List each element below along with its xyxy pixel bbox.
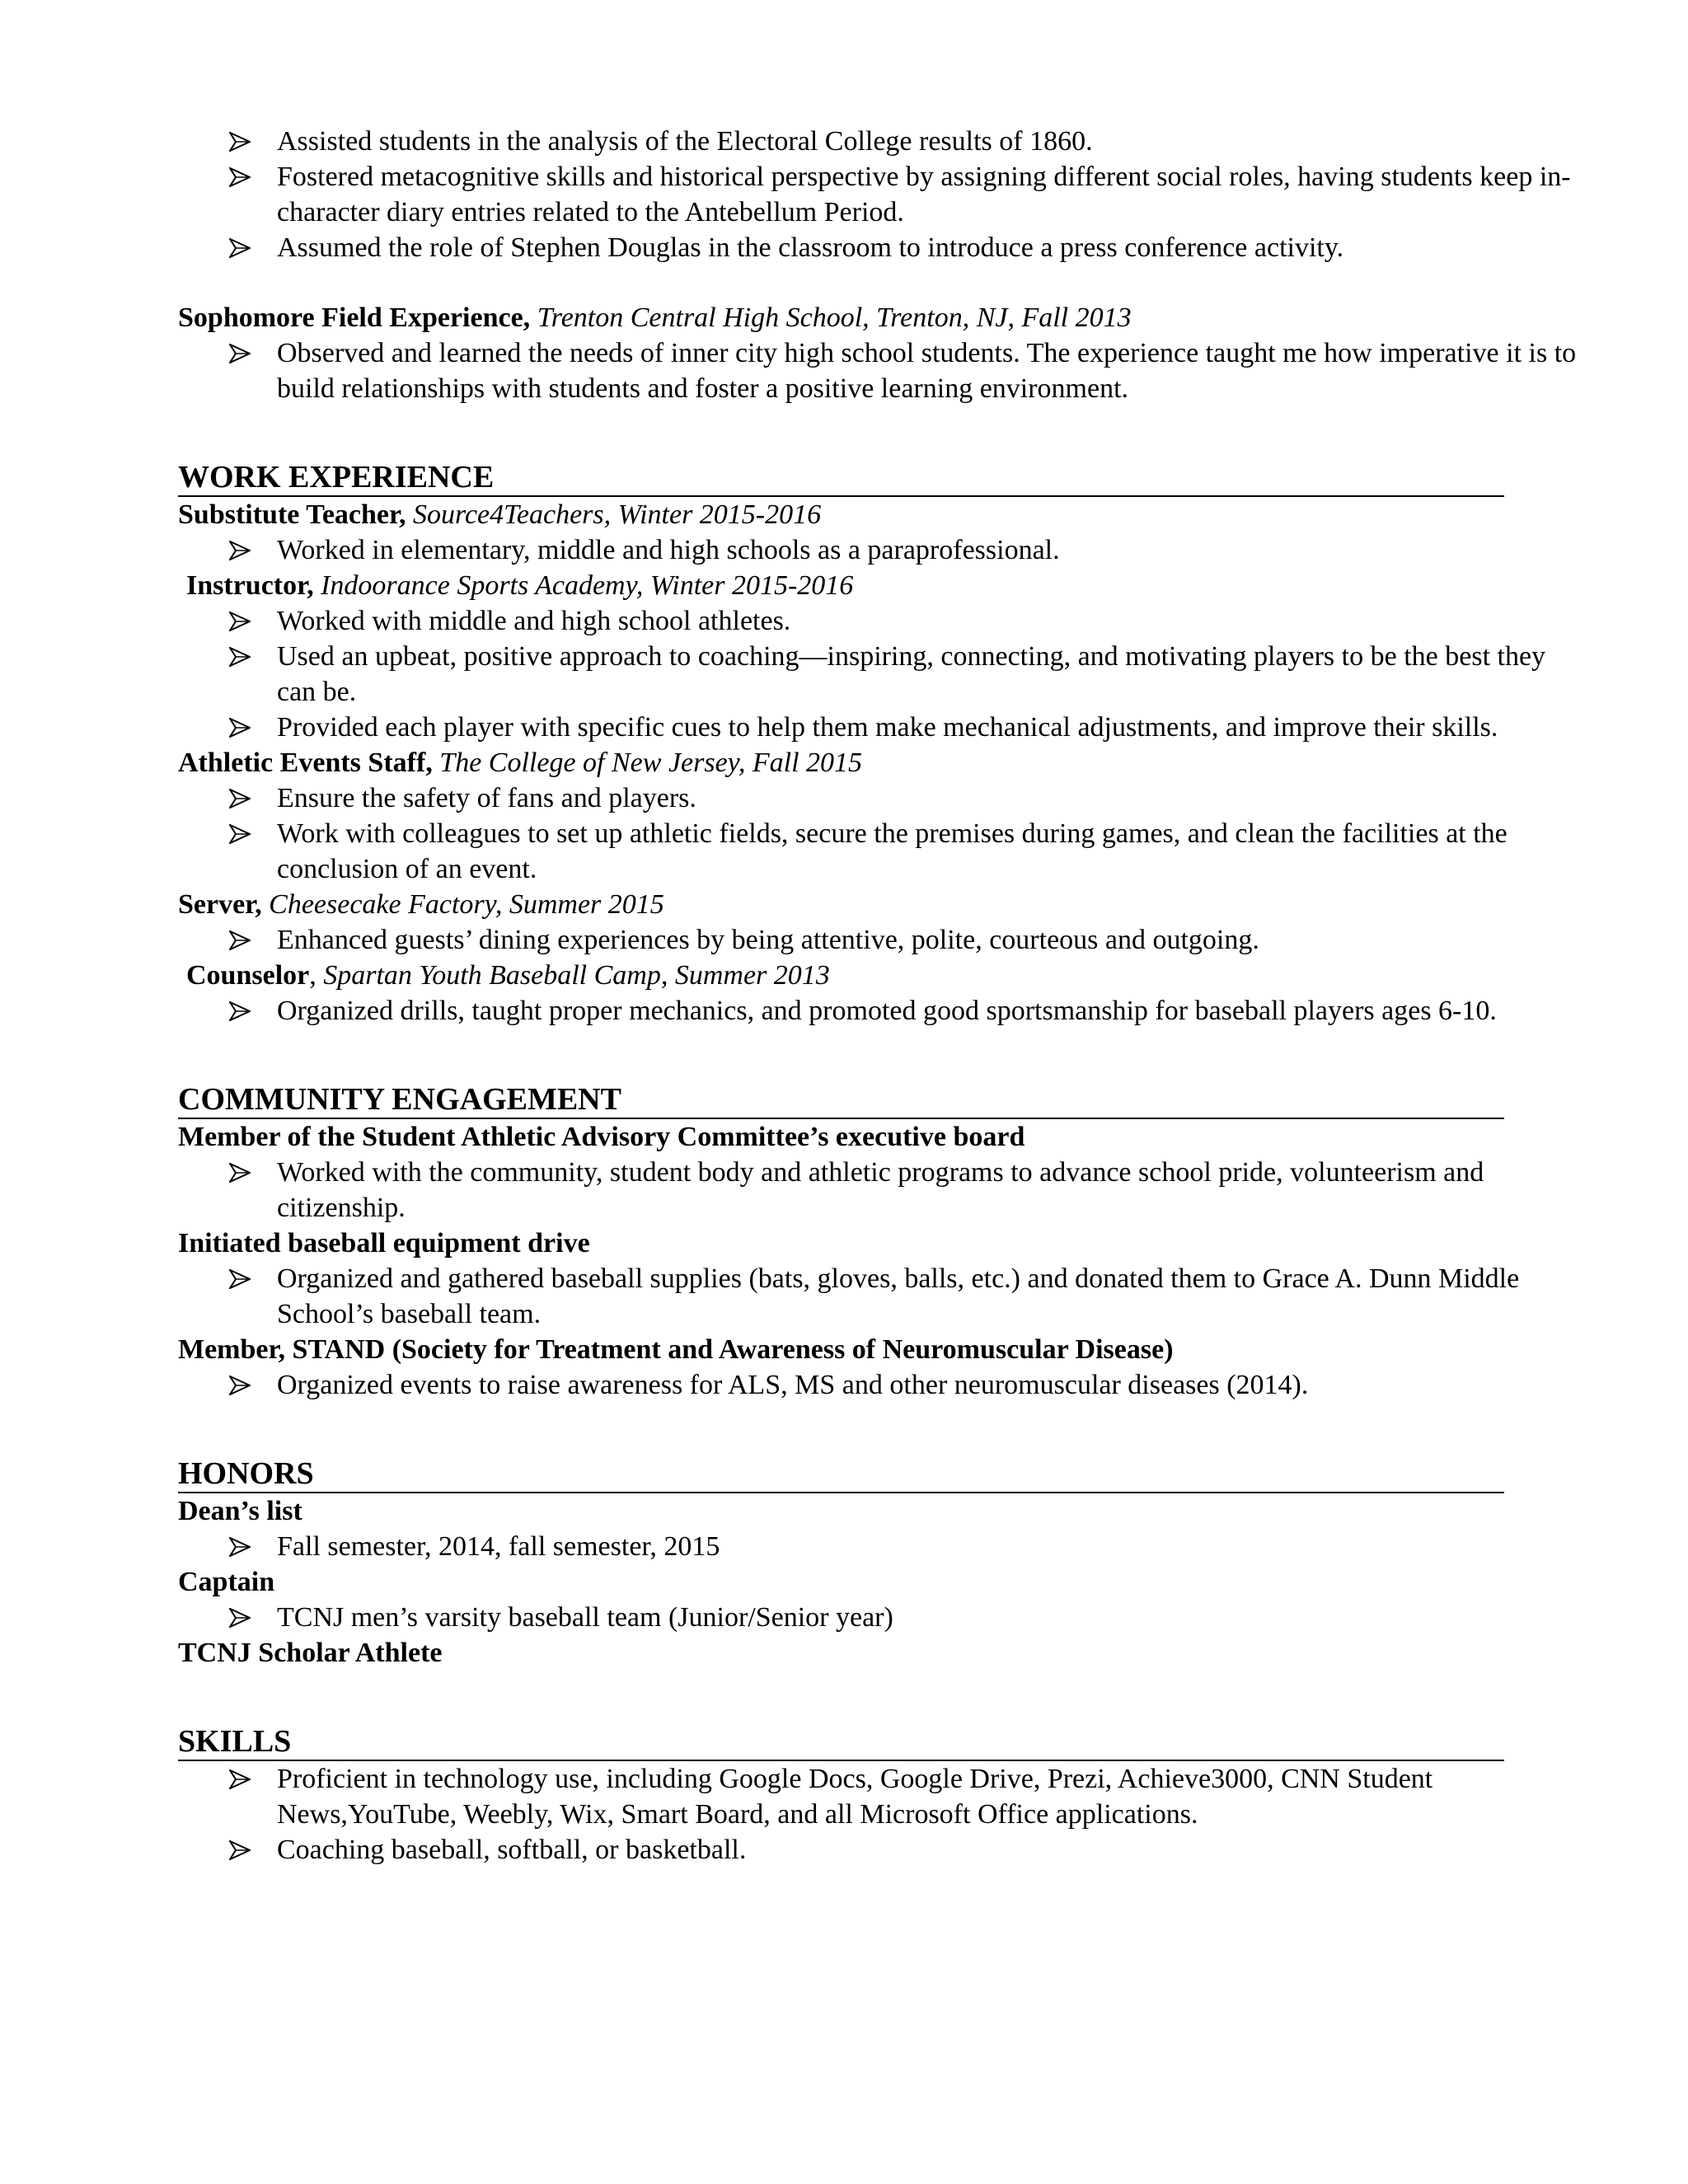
- honors-section: [178, 1455, 1688, 1671]
- entry-heading: Athletic Events Staff, The College of New Jersey, Fall 2015: [178, 748, 863, 778]
- list-item: Used an upbeat, positive approach to coaching—inspiring, connecting, and motivating players to be the best they can be.: [178, 639, 1587, 710]
- list-item: Proficient in technology use, including Google Docs, Google Drive, Prezi, Achieve3000, CNN Student News,YouTube, Weebly, Wix, Smart Board, and all Microsoft Office applications.: [178, 1761, 1587, 1832]
- entry-heading: Instructor, Indoorance Sports Academy, Winter 2015-2016: [186, 570, 854, 601]
- arrow-bullet-icon: [229, 1155, 254, 1183]
- work-section: [178, 459, 1688, 1029]
- arrow-bullet-icon: [229, 993, 254, 1021]
- entry-bullet-list: [178, 1600, 1688, 1635]
- entry-heading: Member of the Student Athletic Advisory Committee’s executive board: [178, 1122, 1025, 1152]
- entry-heading: Captain: [178, 1567, 275, 1597]
- entry-bullet-list: [178, 603, 1688, 745]
- entry-bullet-list: [178, 1529, 1688, 1564]
- arrow-bullet-icon: [229, 816, 254, 844]
- list-item: Ensure the safety of fans and players.: [178, 780, 1587, 816]
- arrow-bullet-icon: [229, 710, 254, 738]
- list-item: Observed and learned the needs of inner city high school students. The experience taught me how imperative it is to build relationships with students and foster a positive learning environment.: [178, 335, 1587, 406]
- list-item: Assisted students in the analysis of the Electoral College results of 1860.: [178, 124, 1587, 159]
- arrow-bullet-icon: [229, 1600, 254, 1628]
- arrow-bullet-icon: [229, 1529, 254, 1557]
- list-item: Worked with the community, student body and athletic programs to advance school pride, volunteerism and citizenship.: [178, 1155, 1587, 1226]
- list-item: Worked with middle and high school athletes.: [178, 603, 1587, 639]
- arrow-bullet-icon: [229, 335, 254, 363]
- entry-bullet-list: [178, 780, 1688, 887]
- arrow-bullet-icon: [229, 230, 254, 258]
- entry-heading: Dean’s list: [178, 1496, 302, 1526]
- list-item: Assumed the role of Stephen Douglas in the classroom to introduce a press conference activity.: [178, 230, 1587, 265]
- list-item: Work with colleagues to set up athletic fields, secure the premises during games, and clean the facilities at the conclusion of an event.: [178, 816, 1587, 887]
- arrow-bullet-icon: [229, 159, 254, 187]
- arrow-bullet-icon: [229, 780, 254, 808]
- entry-bullet-list: [178, 532, 1688, 568]
- entry-heading: Server, Cheesecake Factory, Summer 2015: [178, 889, 664, 920]
- arrow-bullet-icon: [229, 1832, 254, 1860]
- section-heading: HONORS: [178, 1455, 1504, 1493]
- entry-heading: Initiated baseball equipment drive: [178, 1228, 590, 1258]
- list-item: Organized events to raise awareness for ALS, MS and other neuromuscular diseases (2014).: [178, 1367, 1587, 1403]
- arrow-bullet-icon: [229, 639, 254, 667]
- arrow-bullet-icon: [229, 124, 254, 152]
- entry-heading: TCNJ Scholar Athlete: [178, 1638, 443, 1668]
- entry-heading: Counselor, Spartan Youth Baseball Camp, Summer 2013: [186, 960, 830, 991]
- entry-bullet-list: [178, 922, 1688, 958]
- entry-bullet-list: [178, 1261, 1688, 1332]
- arrow-bullet-icon: [229, 1261, 254, 1289]
- arrow-bullet-icon: [229, 532, 254, 560]
- list-item: TCNJ men’s varsity baseball team (Junior/Senior year): [178, 1600, 1587, 1635]
- arrow-bullet-icon: [229, 1761, 254, 1789]
- list-item: Organized and gathered baseball supplies (bats, gloves, balls, etc.) and donated them to Grace A. Dunn Middle School’s baseball team.: [178, 1261, 1587, 1332]
- entry-bullet-list: [178, 1367, 1688, 1403]
- skills-section: [178, 1723, 1688, 1868]
- list-item: Organized drills, taught proper mechanics, and promoted good sportsmanship for baseball players ages 6-10.: [178, 993, 1587, 1029]
- entry-bullet-list: [178, 993, 1688, 1029]
- list-item: Fall semester, 2014, fall semester, 2015: [178, 1529, 1587, 1564]
- section-heading: COMMUNITY ENGAGEMENT: [178, 1081, 1504, 1119]
- sophomore-bullet-list: [178, 335, 1688, 406]
- arrow-bullet-icon: [229, 1367, 254, 1395]
- arrow-bullet-icon: [229, 922, 254, 950]
- entry-heading: Substitute Teacher, Source4Teachers, Winter 2015-2016: [178, 499, 822, 530]
- entry-heading: Sophomore Field Experience, Trenton Central High School, Trenton, NJ, Fall 2013: [178, 302, 1132, 333]
- list-item: Fostered metacognitive skills and historical perspective by assigning different social roles, having students keep in-character diary entries related to the Antebellum Period.: [178, 159, 1587, 230]
- community-section: [178, 1081, 1688, 1403]
- list-item: Provided each player with specific cues to help them make mechanical adjustments, and improve their skills.: [178, 710, 1587, 745]
- list-item: Worked in elementary, middle and high schools as a paraprofessional.: [178, 532, 1587, 568]
- list-item: Coaching baseball, softball, or basketball.: [178, 1832, 1587, 1868]
- skills-bullet-list: [178, 1761, 1688, 1868]
- spacer: [178, 265, 1688, 300]
- section-heading: WORK EXPERIENCE: [178, 459, 1504, 497]
- arrow-bullet-icon: [229, 603, 254, 631]
- top-bullet-list: [178, 124, 1688, 265]
- entry-bullet-list: [178, 1155, 1688, 1226]
- section-heading: SKILLS: [178, 1723, 1504, 1761]
- entry-heading: Member, STAND (Society for Treatment and Awareness of Neuromuscular Disease): [178, 1334, 1174, 1365]
- list-item: Enhanced guests’ dining experiences by being attentive, polite, courteous and outgoing.: [178, 922, 1587, 958]
